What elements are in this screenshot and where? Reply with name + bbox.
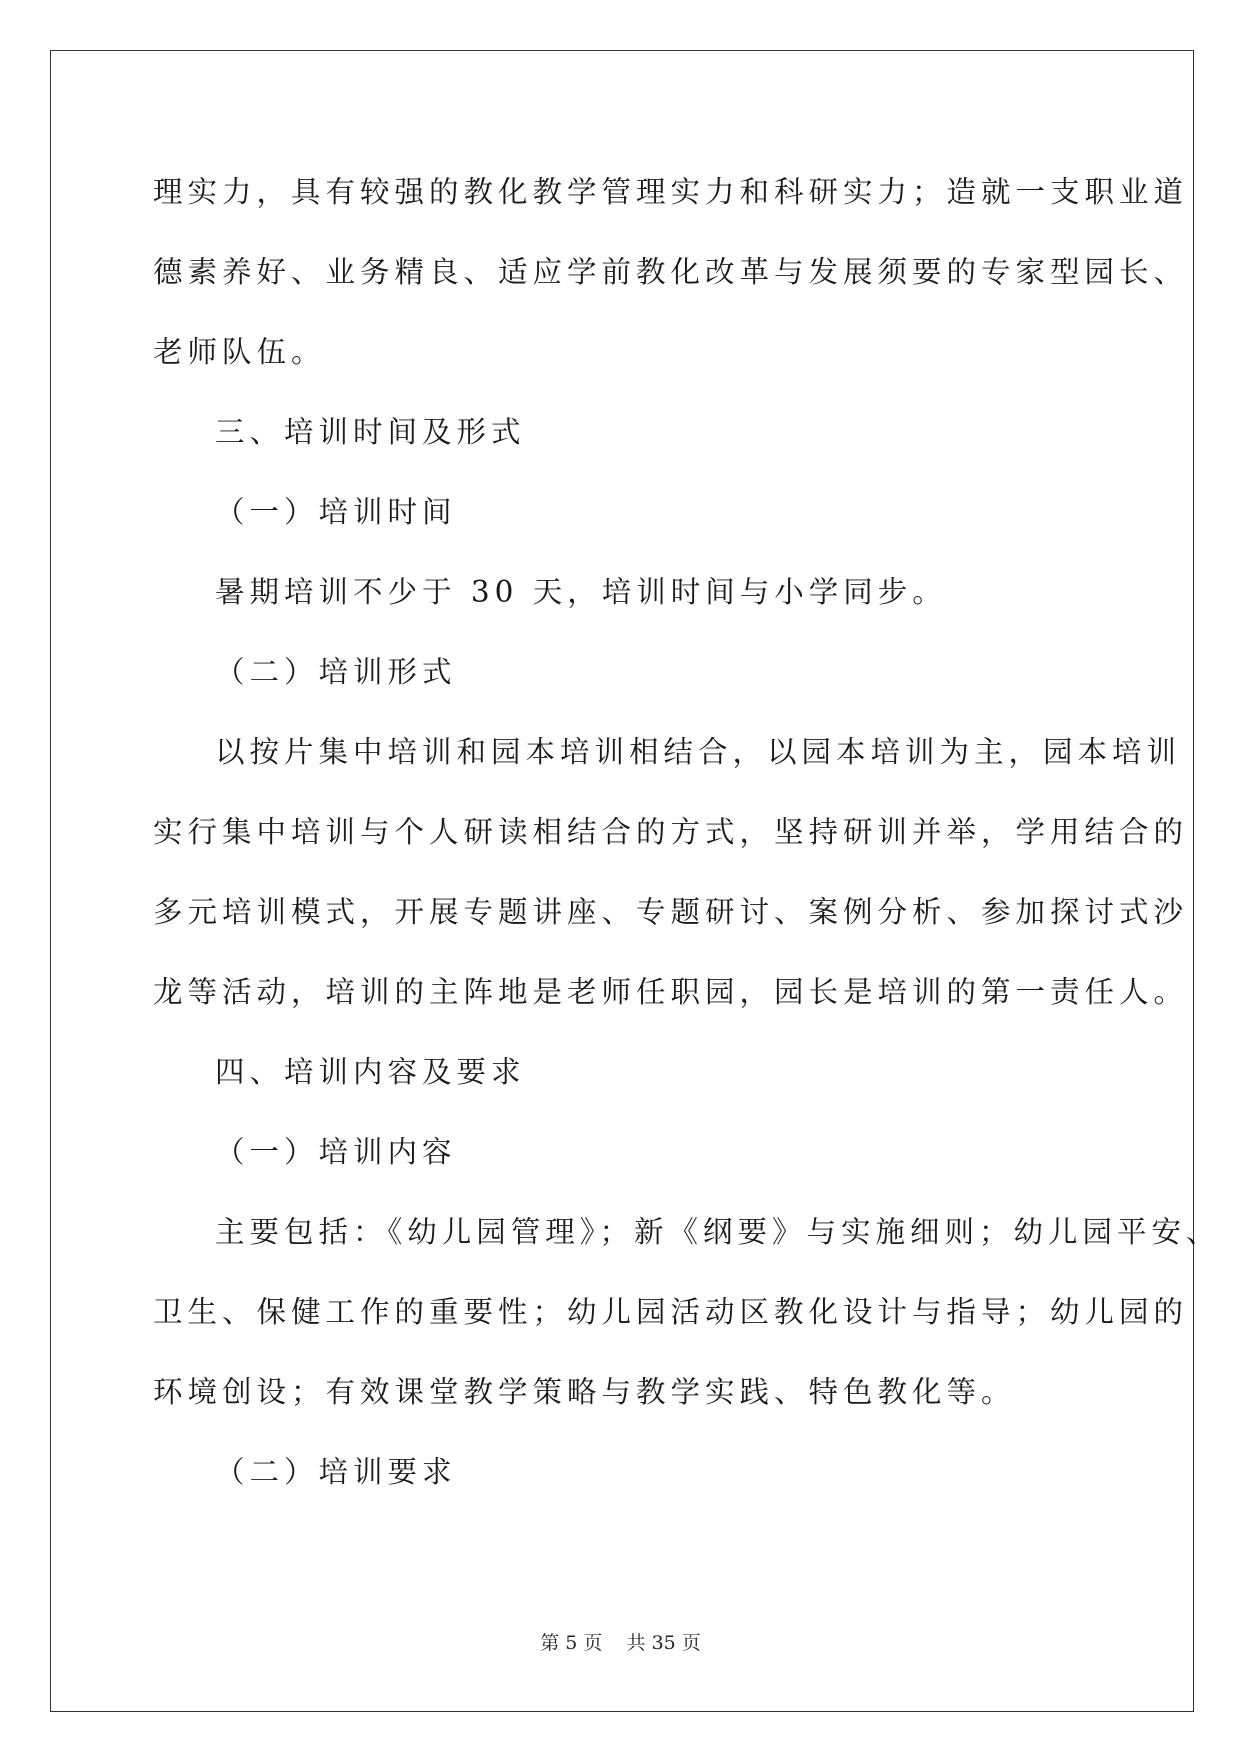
text-line: 主要包括：《幼儿园管理》；新《纲要》与实施细则；幼儿园平安、 — [215, 1215, 1221, 1249]
text-line: （一）培训时间 — [215, 495, 457, 529]
page-footer: 第 5 页 共 35 页 — [540, 1632, 701, 1654]
text-line: 理实力，具有较强的教化教学管理实力和科研实力；造就一支职业道 — [153, 175, 1189, 209]
text-line: 三、培训时间及形式 — [215, 415, 526, 449]
text-line: （二）培训要求 — [215, 1455, 457, 1489]
document-body — [153, 162, 1221, 1522]
text-line: 以按片集中培训和园本培训相结合，以园本培训为主，园本培训 — [215, 735, 1182, 769]
text-line: 卫生、保健工作的重要性；幼儿园活动区教化设计与指导；幼儿园的 — [153, 1295, 1189, 1329]
text-line: （一）培训内容 — [215, 1135, 457, 1169]
text-line: 四、培训内容及要求 — [215, 1055, 526, 1089]
text-line: 环境创设；有效课堂教学策略与教学实践、特色教化等。 — [153, 1375, 1016, 1409]
text-line: （二）培训形式 — [215, 655, 457, 689]
text-line: 德素养好、业务精良、适应学前教化改革与发展须要的专家型园长、 — [153, 255, 1189, 289]
text-line: 老师队伍。 — [153, 335, 326, 369]
text-line: 多元培训模式，开展专题讲座、专题研讨、案例分析、参加探讨式沙 — [153, 895, 1189, 929]
text-line: 暑期培训不少于 30 天，培训时间与小学同步。 — [215, 575, 947, 609]
text-line: 龙等活动，培训的主阵地是老师任职园，园长是培训的第一责任人。 — [153, 975, 1189, 1009]
text-line: 实行集中培训与个人研读相结合的方式，坚持研训并举，学用结合的 — [153, 815, 1189, 849]
